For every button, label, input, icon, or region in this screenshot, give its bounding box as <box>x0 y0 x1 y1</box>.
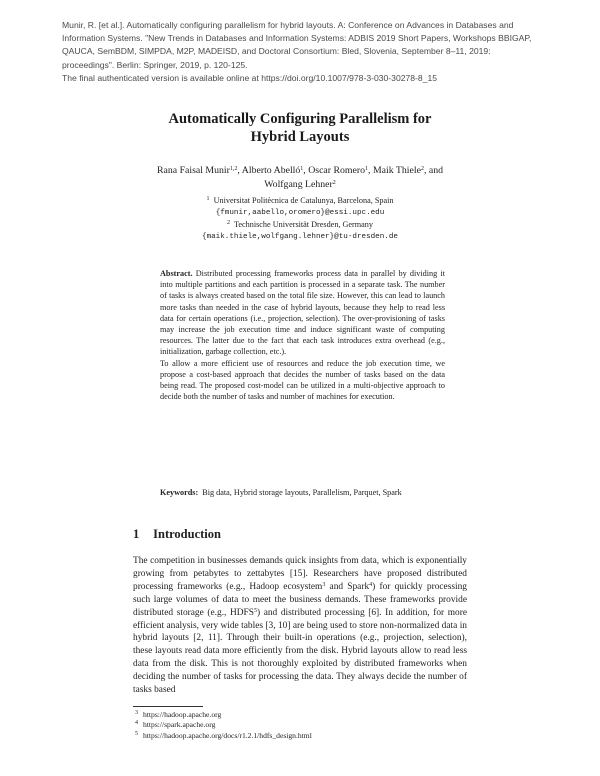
section-heading <box>133 526 473 542</box>
citation-line: Munir, R. [et al.]. Automatically configuring parallelism for hybrid layouts. A: Conference on Advances in Databases and <box>62 20 514 30</box>
footnote <box>133 710 467 720</box>
affiliation-1-email: {fmunir,aabello,oromero}@essi.upc.edu <box>215 209 385 217</box>
abstract-paragraph-2: To allow a more efficient use of resources and reduce the job execution time, we propose a cost-based approach that decides the number of tasks based on the data being read. The proposed cost-model can be utilized in a multi-objective approach to decide both the number of tasks and number of machines for execution. <box>160 358 445 402</box>
section-title: Introduction <box>153 527 221 541</box>
footnote-ref: 5 <box>253 607 257 614</box>
footnote-ref: 4 <box>369 581 373 588</box>
abstract-paragraph-1: Abstract. Distributed processing frameworks process data in parallel by dividing it into multiple partitions and each partition is processed in a separate task. The number of tasks is always created based on the total file size. However, this can lead to launch more tasks than needed in the case of hybrid layouts, because they help to read less data for certain operations (i.e., projection, selection). The over-provisioning of tasks may increase the job execution time and induce significant waste of computing resources. The latter due to the fact that each task introduces extra overhead (e.g., initialization, garbage collection, etc.). <box>160 269 445 357</box>
footnote-rule <box>133 706 203 707</box>
affiliation-2: $^2$ Technische Universität Dresden, Germany <box>227 220 373 229</box>
citation-line: Information Systems. "New Trends in Databases and Information Systems: ADBIS 2019 Short Papers, Workshops BBIGAP, <box>62 33 532 44</box>
keywords-text: Big data, Hybrid storage layouts, Parallelism, Parquet, Spark <box>202 488 402 497</box>
footnote-link[interactable]: https://hadoop.apache.org/docs/r1.2.1/hdfs_design.html <box>143 730 312 740</box>
footnote <box>133 720 467 730</box>
author-name: Alberto Abelló <box>241 165 301 176</box>
footnote-link[interactable]: https://hadoop.apache.org <box>143 710 222 719</box>
author-conjunction: and <box>428 165 443 176</box>
citation-header <box>62 19 562 85</box>
footnote-mark: 3 <box>135 710 138 716</box>
section-number: 1 <box>133 527 140 541</box>
author-affiliation-mark: 1,2 <box>229 166 238 172</box>
keywords <box>160 487 445 498</box>
footnote <box>133 731 467 741</box>
affiliations <box>140 195 460 243</box>
footnote-mark: 4 <box>135 720 138 727</box>
footnote-link[interactable]: https://spark.apache.org <box>143 720 216 730</box>
author-name: Wolfgang Lehner <box>264 178 333 190</box>
keywords-label: Keywords: <box>160 488 199 497</box>
footnote-ref: 3 <box>322 581 326 588</box>
citation-line: proceedings". Berlin: Springer, 2019, p. 120-125. <box>62 59 248 70</box>
author-affiliation-mark: 2 <box>420 166 424 172</box>
paper-title <box>100 110 500 146</box>
title-line-2: Hybrid Layouts <box>250 129 350 145</box>
affiliation-1: $^1$ Universitat Politècnica de Catalunya, Barcelona, Spain <box>206 196 394 205</box>
introduction-body <box>133 555 467 697</box>
footnotes <box>133 710 467 741</box>
affiliation-mark: 1 <box>206 196 210 202</box>
citation-line: QAUCA, SemBDM, SIMPDA, M2P, MADEISD, and Doctoral Consortium: Bled, Slovenia, September 8–11, 2019: <box>62 46 491 57</box>
title-line-1: Automatically Configuring Parallelism for <box>168 111 432 127</box>
affiliation-2-email: {maik.thiele,wolfgang.lehner}@tu-dresden.de <box>202 233 398 241</box>
author-affiliation-mark: 1 <box>365 166 369 172</box>
author-affiliation-mark: 2 <box>332 179 336 186</box>
author-affiliation-mark: 1 <box>300 166 304 172</box>
abstract-label: Abstract. <box>160 269 193 278</box>
citation-doi-line: The final authenticated version is available online at https://doi.org/10.1007/978-3-030-30278-8_15 <box>62 72 438 83</box>
author-name: Oscar Romero <box>308 165 366 176</box>
author-name: Maik Thiele <box>372 165 421 176</box>
affiliation-mark: 2 <box>227 220 230 226</box>
footnote-mark: 5 <box>135 730 138 737</box>
abstract <box>160 268 445 402</box>
introduction-paragraph: The competition in businesses demands quick insights from data, which is exponentially growing from petabytes to zettabytes [15]. Researchers have proposed distributed processing frameworks (e.g., Hadoop ecosystem$^3$ and Spark$^4$) for quickly processing such large volumes of data to meet the business demands. These frameworks provide distributed storage (e.g., HDFS$^5$) and distributed processing [6]. In addition, for more efficient analysis, very wide tables [3, 10] are being used to store non-normalized data in hybrid layouts [2, 11]. Through their built-in operations (e.g., projection, selection), these layouts read data more efficiently from the disk. Hybrid layouts allow to read less data from the disk. This is not thoroughly exploited by distributed frameworks when deciding the number of tasks for processing the data. They always decide the number of tasks based <box>133 556 467 696</box>
author-name: Rana Faisal Munir <box>157 165 230 176</box>
author-list: Rana Faisal Munir$^{1,2}$, Alberto Abelló$^1$, Oscar Romero$^1$, Maik Thiele$^2$, and Wolfgang Lehner$^2$ <box>157 165 443 190</box>
